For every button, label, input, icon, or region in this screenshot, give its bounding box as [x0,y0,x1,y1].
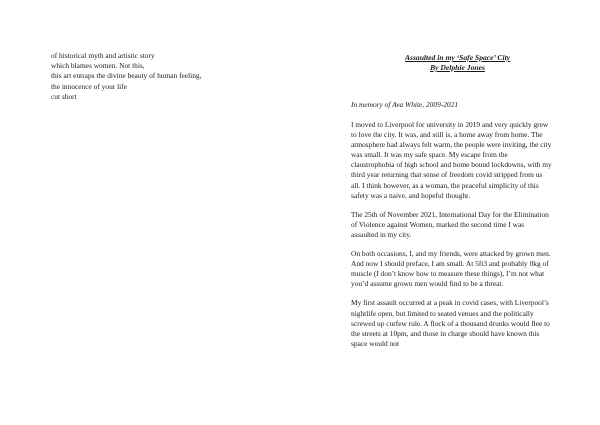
dedication: In memory of Ava White, 2009-2021 [351,100,459,109]
article [351,53,552,356]
article-paragraph: My first assault occurred at a peak in covid cases, with Liverpool’s nightlife open, but limited to seated venues and the politically screwed up curfew rule. A flock of a thousand drunks would flee to the streets at 10pm, and those in charge should have known this space would not [351,298,550,348]
poem-line: the innocence of your life [51,81,127,91]
article-paragraph: The 25th of November 2021, International Day for the Elimination of Violence against Women, marked the second time I was assaulted in my city. [351,209,549,239]
article-title: Assaulted in my ‘Safe Space’ City [404,53,511,62]
poem-line: cut short [51,91,77,101]
poem-line: this art entraps the divine beauty of human feeling, [51,71,202,81]
poem-line: which blames women. Not this, [51,61,145,71]
article-paragraph: I moved to Liverpool for university in 2019 and very quickly grew to love the city. It was, and still is, a home away from home. The atmosphere had always felt warm, the people were inviting, the city was small. It was my safe space. My escape from the claustrophobia of high school and home bound lockdowns, with my third year returning that sense of freedom covid stripped from us all. I think however, as a woman, the peaceful simplicity of this safety was a naive, and hopeful thought. [351,120,552,200]
article-author: By Delphie Jones [430,63,485,72]
poem-line: of historical myth and artistic story [51,51,155,60]
right-page [300,0,600,425]
poem-excerpt [51,51,281,102]
article-paragraph: On both occasions, I, and my friends, were attacked by grown men. And now I should preface, I am small. At 5ft3 and probably 0kg of muscle (I don’t know how to measure these things), I’m not what you’d assume grown men would find to be a threat. [351,249,551,289]
